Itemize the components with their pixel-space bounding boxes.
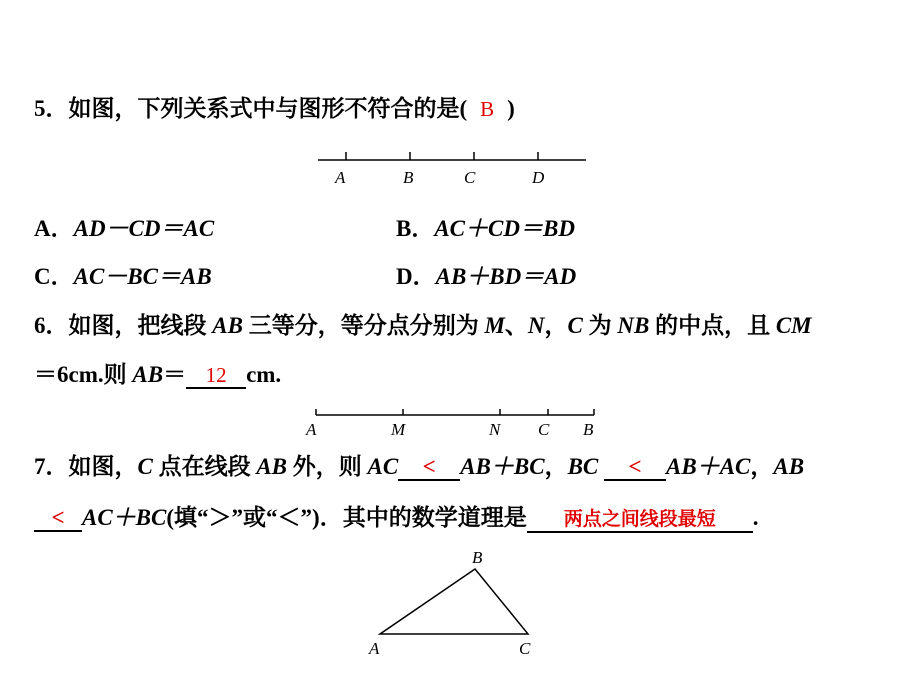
q6-text: ，	[544, 313, 568, 338]
q7-text: .	[752, 505, 759, 530]
q7-var-ab: AB	[773, 454, 805, 479]
option-c-text: AC－BC＝AB	[73, 264, 212, 289]
q7-var-ab: AB	[256, 454, 288, 479]
option-b-label: B．	[396, 216, 435, 241]
q6-answer-blank: 12	[186, 363, 246, 389]
q7-text: 7．如图，	[34, 454, 138, 479]
q5-answer: B	[480, 97, 495, 121]
q7-answer-blank-4: 两点之间线段最短	[527, 507, 753, 533]
q6-text: 的中点，且	[655, 313, 771, 338]
option-d-label: D．	[396, 264, 436, 289]
q6-line-1	[34, 311, 812, 341]
q6-point-c: C	[538, 420, 550, 439]
q6-text: 为	[588, 313, 612, 338]
q7-var-ac: AC	[367, 454, 399, 479]
q5-close: )	[507, 96, 515, 121]
q7-text: ，	[750, 454, 774, 479]
q5-point-d: D	[532, 168, 545, 187]
q6-unit: cm.	[246, 362, 282, 387]
q7-point-c: C	[519, 639, 531, 658]
q6-text: 6．如图，把线段	[34, 313, 207, 338]
q6-text: 三等分，等分点分别为	[248, 313, 479, 338]
q6-text: 、	[504, 313, 528, 338]
q6-var-ab: AB	[132, 362, 164, 387]
q6-point-n: N	[489, 420, 501, 439]
q7-point-b: B	[472, 548, 483, 567]
q7-expr: AB＋BC	[460, 454, 545, 479]
q5-option-b	[396, 214, 575, 244]
q7-var-c: C	[137, 454, 153, 479]
q5-option-c	[34, 262, 212, 292]
q6-figure	[305, 409, 594, 439]
q5-option-a	[34, 214, 214, 244]
q7-figure	[368, 548, 531, 658]
q7-expr: AC＋BC	[82, 505, 167, 530]
option-a-label: A．	[34, 216, 74, 241]
q6-var-nb: NB	[617, 313, 650, 338]
q5-point-a: A	[335, 168, 346, 187]
q7-text: (填“＞”或“＜”)．其中的数学道理是	[166, 505, 527, 530]
option-a-text: AD－CD＝AC	[73, 216, 215, 241]
q6-line-2	[34, 360, 281, 390]
q7-line-2	[34, 503, 758, 533]
q7-point-a: A	[369, 639, 380, 658]
q5-figure	[318, 152, 586, 187]
q7-expr: AB＋AC	[666, 454, 751, 479]
q7-answer-blank-1: <	[398, 455, 460, 481]
q6-point-a: A	[306, 420, 317, 439]
q7-line-1	[34, 452, 804, 482]
q5-point-b: B	[403, 168, 414, 187]
q5-stem: 5．如图，下列关系式中与图形不符合的是(	[34, 96, 468, 121]
q6-var-n: N	[527, 313, 545, 338]
q6-point-b: B	[583, 420, 594, 439]
q5-point-c: C	[464, 168, 476, 187]
q7-text: 点在线段	[158, 454, 251, 479]
option-c-label: C．	[34, 264, 74, 289]
q7-text: ，	[544, 454, 568, 479]
q6-text: ＝	[163, 362, 187, 387]
q7-answer-blank-3: <	[34, 506, 82, 532]
q6-var-m: M	[484, 313, 505, 338]
q7-text: 外，则	[292, 454, 362, 479]
q7-var-bc: BC	[567, 454, 599, 479]
q5-option-d	[396, 262, 576, 292]
q6-text: ＝6cm.则	[34, 362, 127, 387]
option-d-text: AB＋BD＝AD	[435, 264, 577, 289]
q6-var-c: C	[567, 313, 583, 338]
q6-var-ab: AB	[212, 313, 243, 338]
q6-point-m: M	[391, 420, 406, 439]
option-b-text: AC＋CD＝BD	[434, 216, 575, 241]
q7-answer-blank-2: <	[604, 455, 666, 481]
q6-var-cm: CM	[775, 313, 812, 338]
